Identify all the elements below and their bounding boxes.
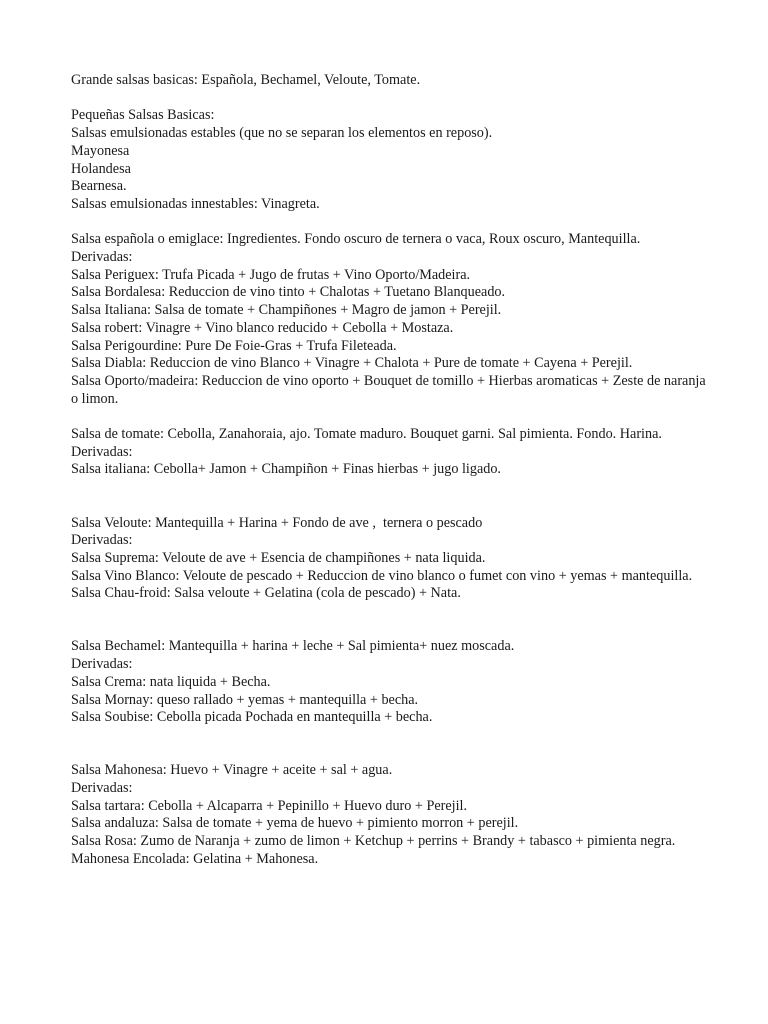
- text-line: Salsa Diabla: Reduccion de vino Blanco + Vinagre + Chalota + Pure de tomate + Cayena + Perejil.: [71, 355, 633, 372]
- text-line: Salsa tartara: Cebolla + Alcaparra + Pepinillo + Huevo duro + Perejil.: [71, 797, 468, 814]
- text-line: Salsa Mornay: queso rallado + yemas + mantequilla + becha.: [71, 691, 419, 708]
- text-line: Salsa Veloute: Mantequilla + Harina + Fondo de ave , ternera o pescado: [71, 514, 483, 531]
- text-line: Salsa Chau-froid: Salsa veloute + Gelatina (cola de pescado) + Nata.: [71, 585, 461, 602]
- text-line: Mahonesa Encolada: Gelatina + Mahonesa.: [71, 850, 319, 867]
- text-line: Salsa Rosa: Zumo de Naranja + zumo de limon + Ketchup + perrins + Brandy + tabasco + pimienta negra.: [71, 833, 676, 850]
- salsa-tomate-paragraph: [71, 426, 711, 479]
- text-line: Salsa Bordalesa: Reduccion de vino tinto + Chalotas + Tuetano Blanqueado.: [71, 284, 506, 301]
- text-line: Salsa andaluza: Salsa de tomate + yema de huevo + pimiento morron + perejil.: [71, 815, 519, 832]
- text-line: Salsa española o emiglace: Ingredientes. Fondo oscuro de ternera o vaca, Roux oscuro, Mantequilla.: [71, 231, 641, 248]
- text-line: Grande salsas basicas: Española, Bechamel, Veloute, Tomate.: [71, 72, 421, 88]
- text-line: Holandesa: [71, 160, 131, 177]
- salsa-bechamel-paragraph: [71, 638, 711, 727]
- text-line: Salsa Bechamel: Mantequilla + harina + leche + Sal pimienta+ nuez moscada.: [71, 638, 515, 655]
- salsa-espanola-paragraph: [71, 231, 711, 408]
- text-line: Derivadas:: [71, 443, 133, 460]
- text-line: Derivadas:: [71, 780, 133, 797]
- text-line: Pequeñas Salsas Basicas:: [71, 107, 215, 124]
- text-line: Salsa Suprema: Veloute de ave + Esencia de champiñones + nata liquida.: [71, 549, 486, 566]
- salsa-mahonesa-paragraph: [71, 762, 711, 868]
- text-line: Derivadas:: [71, 532, 133, 549]
- text-line: Salsa Oporto/madeira: Reduccion de vino oporto + Bouquet de tomillo + Hierbas aromaticas + Zeste de naranja o limon.: [71, 372, 710, 407]
- text-line: Salsa Italiana: Salsa de tomate + Champiñones + Magro de jamon + Perejil.: [71, 302, 502, 319]
- text-line: Salsa Mahonesa: Huevo + Vinagre + aceite + sal + agua.: [71, 762, 393, 779]
- text-line: Salsas emulsionadas estables (que no se separan los elementos en reposo).: [71, 125, 493, 142]
- pequenas-salsas-paragraph: [71, 107, 711, 213]
- text-line: Salsa Perigourdine: Pure De Foie-Gras + Trufa Fileteada.: [71, 337, 397, 354]
- text-line: Salsas emulsionadas innestables: Vinagreta.: [71, 195, 320, 212]
- text-line: Bearnesa.: [71, 178, 127, 195]
- text-line: Salsa de tomate: Cebolla, Zanahoraia, ajo. Tomate maduro. Bouquet garni. Sal pimienta. Fondo. Harina.: [71, 426, 662, 443]
- salsa-veloute-paragraph: [71, 515, 711, 604]
- text-line: Salsa italiana: Cebolla+ Jamon + Champiñon + Finas hierbas + jugo ligado.: [71, 461, 501, 478]
- text-line: Salsa Crema: nata liquida + Becha.: [71, 673, 271, 690]
- text-line: Derivadas:: [71, 656, 133, 673]
- text-line: Derivadas:: [71, 249, 133, 265]
- text-line: Mayonesa: [71, 142, 130, 159]
- document-body: [71, 72, 711, 886]
- text-line: Salsa Vino Blanco: Veloute de pescado + Reduccion de vino blanco o fumet con vino + yemas + mantequilla.: [71, 567, 693, 584]
- grandes-salsas-paragraph: [71, 72, 711, 90]
- text-line: Salsa robert: Vinagre + Vino blanco reducido + Cebolla + Mostaza.: [71, 319, 454, 336]
- text-line: Salsa Periguex: Trufa Picada + Jugo de frutas + Vino Oporto/Madeira.: [71, 266, 471, 283]
- text-line: Salsa Soubise: Cebolla picada Pochada en mantequilla + becha.: [71, 709, 433, 726]
